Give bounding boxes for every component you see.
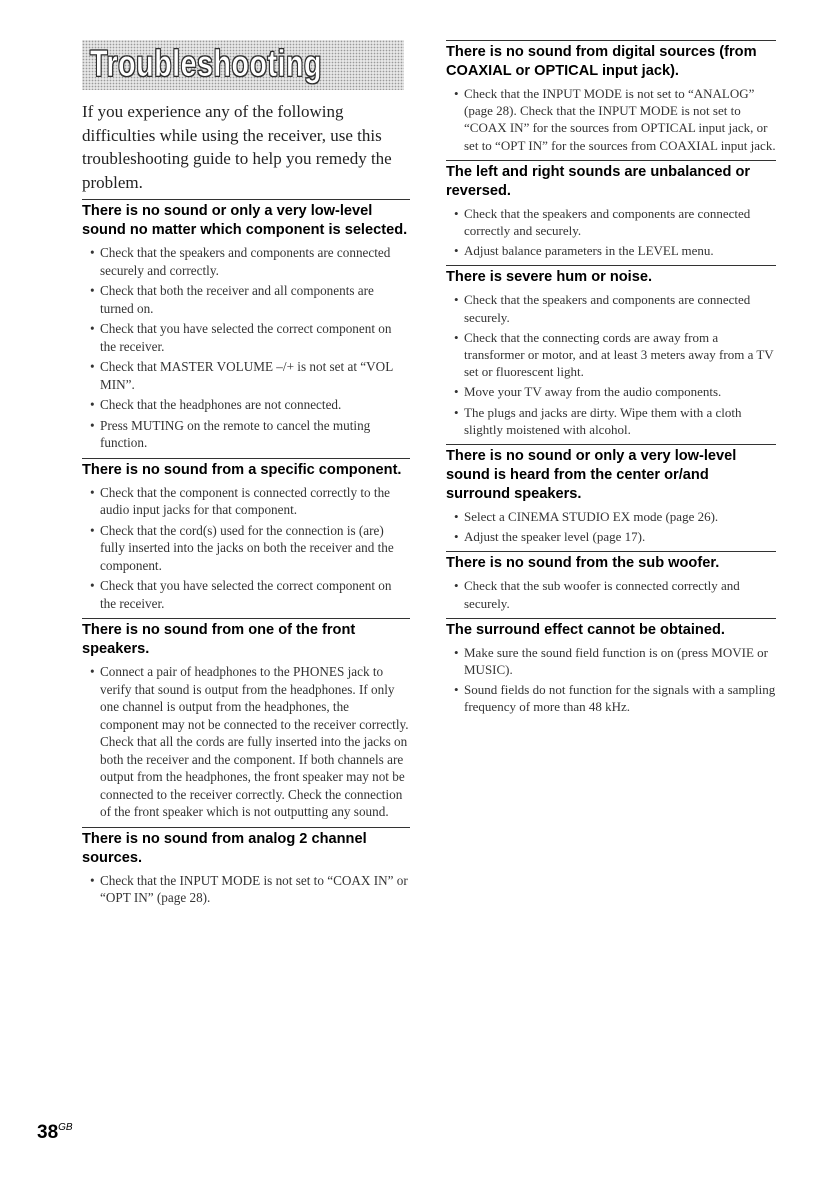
title-banner (82, 40, 404, 90)
page-number (37, 1122, 73, 1144)
troubleshoot-section (446, 160, 776, 260)
section-heading: There is no sound from a specific component. (82, 461, 402, 478)
tip-item: • Adjust the speaker level (page 17). (446, 528, 776, 545)
page-number-value: 38 (37, 1122, 59, 1143)
tip-item: • Move your TV away from the audio components. (446, 383, 776, 400)
troubleshoot-section (82, 827, 410, 907)
troubleshoot-section (446, 40, 776, 154)
left-column (82, 40, 410, 913)
tip-item: • Sound fields do not function for the signals with a sampling frequency of more than 48 kHz. (446, 681, 776, 715)
tip-item: • Check that the component is connected correctly to the audio input jacks for that component. (82, 484, 410, 519)
tip-list (446, 291, 776, 438)
section-heading: There is no sound from the sub woofer. (446, 555, 720, 572)
tip-item: • Check that the speakers and components are connected securely. (446, 291, 776, 325)
tip-item: • Check that the headphones are not connected. (82, 396, 410, 414)
tip-list (446, 205, 776, 260)
page-suffix: GB (58, 1122, 73, 1133)
tip-item: • Check that you have selected the correct component on the receiver. (82, 577, 410, 612)
section-heading: There is no sound from digital sources (from COAXIAL or OPTICAL input jack). (446, 44, 757, 79)
right-column (446, 40, 776, 722)
tip-item: • Check that the sub woofer is connected correctly and securely. (446, 577, 776, 611)
intro-paragraph: If you experience any of the following difficulties while using the receiver, use this troubleshooting guide to help you remedy the problem. (82, 102, 392, 192)
section-heading: There is no sound or only a very low-level sound no matter which component is selected. (82, 203, 408, 238)
tip-item: • Connect a pair of headphones to the PHONES jack to verify that sound is output from the headphones. If only one channel is output from the headphones, the component may not be connected to the receiver correctly. Check that all the cords are fully inserted into the jacks on both the receiver and the component. If both channels are output from the headphones, the front speaker may not be connected to the receiver correctly. Check the connection of the front speaker which is not outputting any sound. (82, 663, 410, 821)
troubleshoot-section (446, 265, 776, 438)
tip-item: • Check that the INPUT MODE is not set to “COAX IN” or “OPT IN” (page 28). (82, 872, 410, 907)
section-heading: There is no sound or only a very low-level sound is heard from the center or/and surround speakers. (446, 448, 737, 503)
tip-item: • Check that the speakers and components are connected correctly and securely. (446, 205, 776, 239)
troubleshoot-section (446, 444, 776, 545)
tip-item: • Check that the INPUT MODE is not set to “ANALOG” (page 28). Check that the INPUT MODE is not set to “COAX IN” for the sources from OPTICAL input jack, or set to “OPT IN” for the sources from COAXIAL input jack. (446, 85, 776, 154)
section-heading: There is severe hum or noise. (446, 269, 653, 286)
troubleshoot-section (446, 618, 776, 716)
tip-list (82, 663, 410, 821)
troubleshoot-section (446, 551, 776, 611)
tip-list (446, 85, 776, 154)
tip-item: • Adjust balance parameters in the LEVEL menu. (446, 242, 776, 259)
tip-item: • Make sure the sound field function is on (press MOVIE or MUSIC). (446, 644, 776, 678)
tip-item: • Check that the connecting cords are away from a transformer or motor, and at least 3 meters away from a TV set or fluorescent light. (446, 329, 776, 381)
section-heading: The left and right sounds are unbalanced or reversed. (446, 163, 751, 199)
section-heading: There is no sound from analog 2 channel sources. (82, 830, 367, 866)
tip-list (446, 508, 776, 545)
tip-item: • Check that both the receiver and all components are turned on. (82, 282, 410, 317)
section-heading: There is no sound from one of the front speakers. (82, 622, 356, 657)
tip-list (446, 577, 776, 611)
troubleshoot-section (82, 618, 410, 821)
tip-item: • Check that MASTER VOLUME –/+ is not set at “VOL MIN”. (82, 358, 410, 393)
tip-item: • Select a CINEMA STUDIO EX mode (page 26). (446, 508, 776, 525)
tip-list (446, 644, 776, 716)
tip-item: • Check that the cord(s) used for the connection is (are) fully inserted into the jacks on both the receiver and the component. (82, 522, 410, 575)
tip-item: • Check that the speakers and components are connected securely and correctly. (82, 244, 410, 279)
troubleshoot-section (82, 199, 410, 452)
tip-list (82, 484, 410, 613)
page-title: Troubleshooting (90, 43, 322, 84)
tip-item: • The plugs and jacks are dirty. Wipe them with a cloth slightly moistened with alcohol. (446, 404, 776, 438)
section-heading: The surround effect cannot be obtained. (446, 621, 725, 638)
tip-list (82, 872, 410, 907)
tip-item: • Press MUTING on the remote to cancel the muting function. (82, 417, 410, 452)
troubleshoot-section (82, 458, 410, 613)
tip-list (82, 244, 410, 452)
tip-item: • Check that you have selected the correct component on the receiver. (82, 320, 410, 355)
